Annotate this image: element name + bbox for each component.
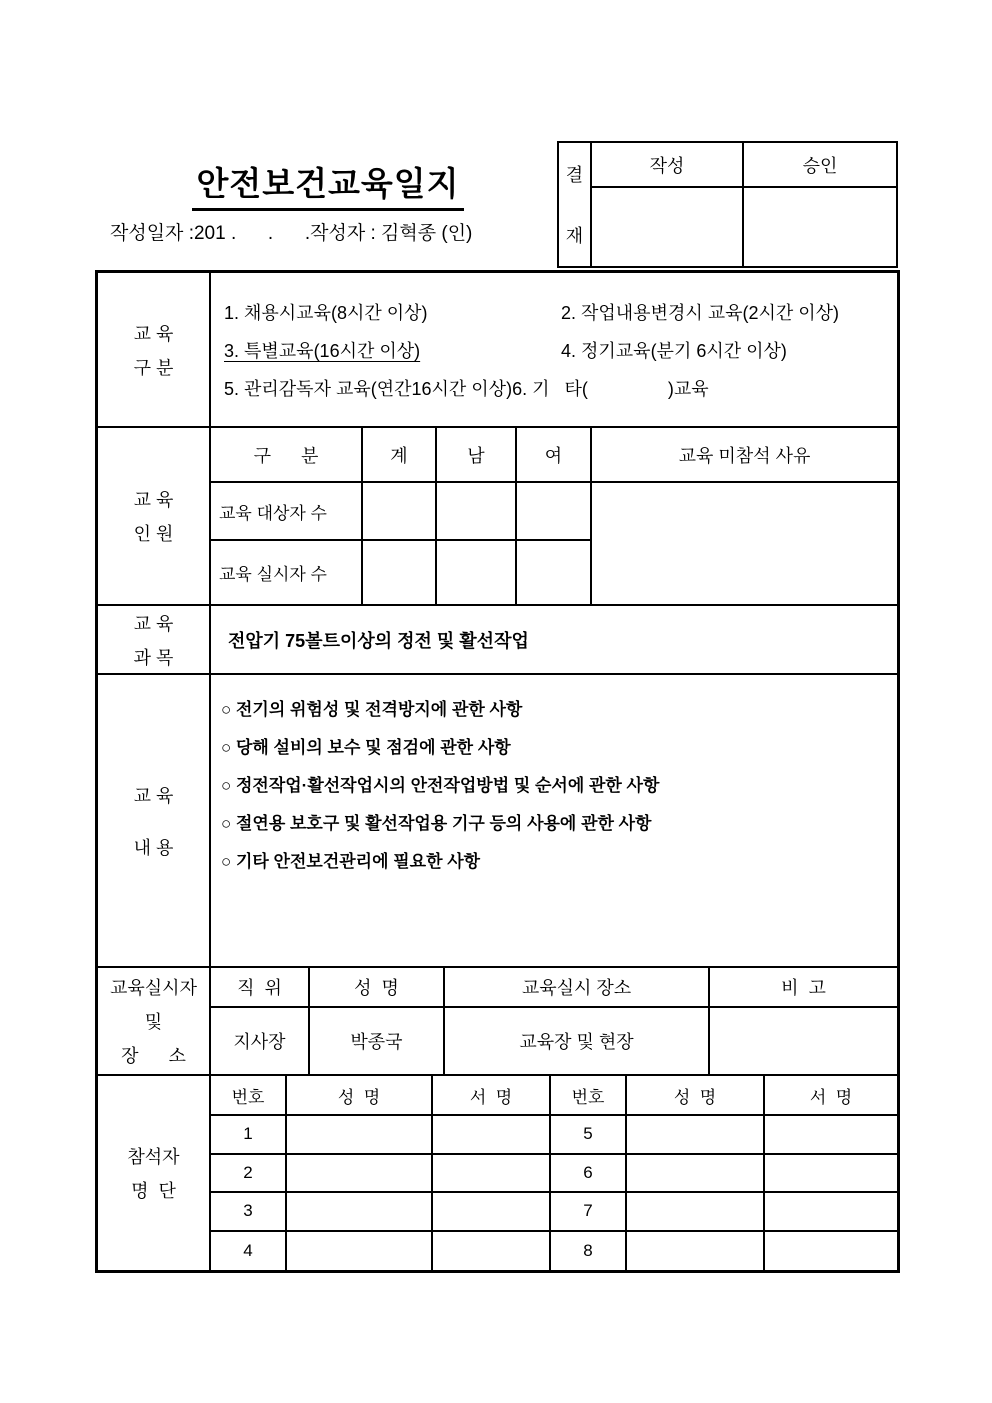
section-attendee-counts [98,426,897,604]
approval-signature-writer [592,188,744,266]
attendee-name-cell [627,1155,765,1194]
row-label-actual-count: 교육 실시자 수 [211,541,363,604]
absence-reason-cell [592,483,897,604]
content-item-3: ○ 정전작업·활선작업시의 안전작업방법 및 순서에 관한 사항 [221,776,660,795]
col-header-absence-reason: 교육 미참석 사유 [592,428,897,483]
col-header-name-left: 성 명 [287,1076,433,1116]
page-title-text: 안전보건교육일지 [192,158,463,211]
row-label-target-count: 교육 대상자 수 [211,483,363,541]
col-header-male: 남 [437,428,517,483]
section-attendee-list-label: 참석자 명 단 [98,1076,211,1270]
instructor-name-cell: 박종국 [310,1008,445,1074]
section-contents-label: 교 육 내 용 [98,675,211,966]
education-type-option-1: 1. 채용시교육(8시간 이상) [224,303,428,323]
attendee-no-cell: 5 [551,1116,627,1155]
attendee-sign-cell [765,1155,897,1194]
content-item-2: ○ 당해 설비의 보수 및 점검에 관한 사항 [221,738,511,757]
col-header-female: 여 [517,428,592,483]
attendee-sign-cell [765,1116,897,1155]
section-contents [98,673,897,966]
date-author-line: 작성일자 :201 . . .작성자 : 김혁종 (인) [110,223,473,244]
attendee-no-cell: 7 [551,1193,627,1232]
education-log-table [95,270,900,1273]
attendee-no-cell: 2 [211,1155,287,1194]
target-female-cell [517,483,592,541]
col-header-no-right: 번호 [551,1076,627,1116]
section-instructor-place [98,966,897,1074]
actual-female-cell [517,541,592,604]
section-subject [98,604,897,673]
attendee-name-cell [287,1232,433,1271]
education-type-option-3-selected: 3. 특별교육(16시간 이상) [224,341,421,361]
attendee-name-cell [287,1193,433,1232]
attendee-no-cell: 6 [551,1155,627,1194]
attendee-name-cell [287,1116,433,1155]
approval-stamp-char-1: 결 [565,164,584,185]
approval-header-approver: 승인 [744,143,896,188]
section-education-type-label: 교 육 구 분 [98,273,211,426]
col-header-total: 계 [363,428,437,483]
approval-signature-approver [744,188,896,266]
col-header-position: 직 위 [211,968,310,1008]
approval-stamp-char-2: 재 [565,226,584,247]
approval-table [557,141,898,268]
education-type-option-2: 2. 작업내용변경시 교육(2시간 이상) [561,303,840,323]
col-header-name-right: 성 명 [627,1076,765,1116]
section-subject-label: 교 육 과 목 [98,606,211,673]
section-instructor-place-label: 교육실시자 및 장 소 [98,968,211,1074]
attendee-name-cell [627,1193,765,1232]
education-type-option-5-6: 5. 관리감독자 교육(연간16시간 이상)6. 기 타( )교육 [224,379,709,399]
content-item-4: ○ 절연용 보호구 및 활선작업용 기구 등의 사용에 관한 사항 [221,814,652,833]
education-place-cell: 교육장 및 현장 [445,1008,710,1074]
col-header-name: 성 명 [310,968,445,1008]
attendee-sign-cell [433,1193,551,1232]
actual-male-cell [437,541,517,604]
attendee-no-cell: 3 [211,1193,287,1232]
attendee-no-cell: 1 [211,1116,287,1155]
subject-value: 전압기 75볼트이상의 정전 및 활선작업 [228,630,529,651]
attendee-sign-cell [433,1232,551,1271]
col-header-sign-left: 서 명 [433,1076,551,1116]
attendee-name-cell [287,1155,433,1194]
target-male-cell [437,483,517,541]
attendee-sign-cell [765,1193,897,1232]
attendee-no-cell: 8 [551,1232,627,1271]
attendee-sign-cell [433,1155,551,1194]
approval-stamp-label [559,143,592,266]
content-item-1: ○ 전기의 위험성 및 전격방지에 관한 사항 [221,700,523,719]
attendee-sign-cell [765,1232,897,1271]
attendee-sign-cell [433,1116,551,1155]
section-attendee-counts-label: 교 육 인 원 [98,428,211,604]
section-education-type [98,273,897,426]
approval-header-writer: 작성 [592,143,744,188]
attendee-no-cell: 4 [211,1232,287,1271]
col-header-no-left: 번호 [211,1076,287,1116]
col-header-place: 교육실시 장소 [445,968,710,1008]
instructor-position-cell: 지사장 [211,1008,310,1074]
attendee-name-cell [627,1116,765,1155]
note-cell [710,1008,897,1074]
actual-total-cell [363,541,437,604]
col-header-note: 비 고 [710,968,897,1008]
attendee-name-cell [627,1232,765,1271]
target-total-cell [363,483,437,541]
section-attendee-list [98,1074,897,1270]
col-header-sign-right: 서 명 [765,1076,897,1116]
education-type-option-4: 4. 정기교육(분기 6시간 이상) [561,341,787,361]
page-title [150,158,506,211]
content-item-5: ○ 기타 안전보건관리에 필요한 사항 [221,852,481,871]
col-header-category: 구 분 [211,428,363,483]
